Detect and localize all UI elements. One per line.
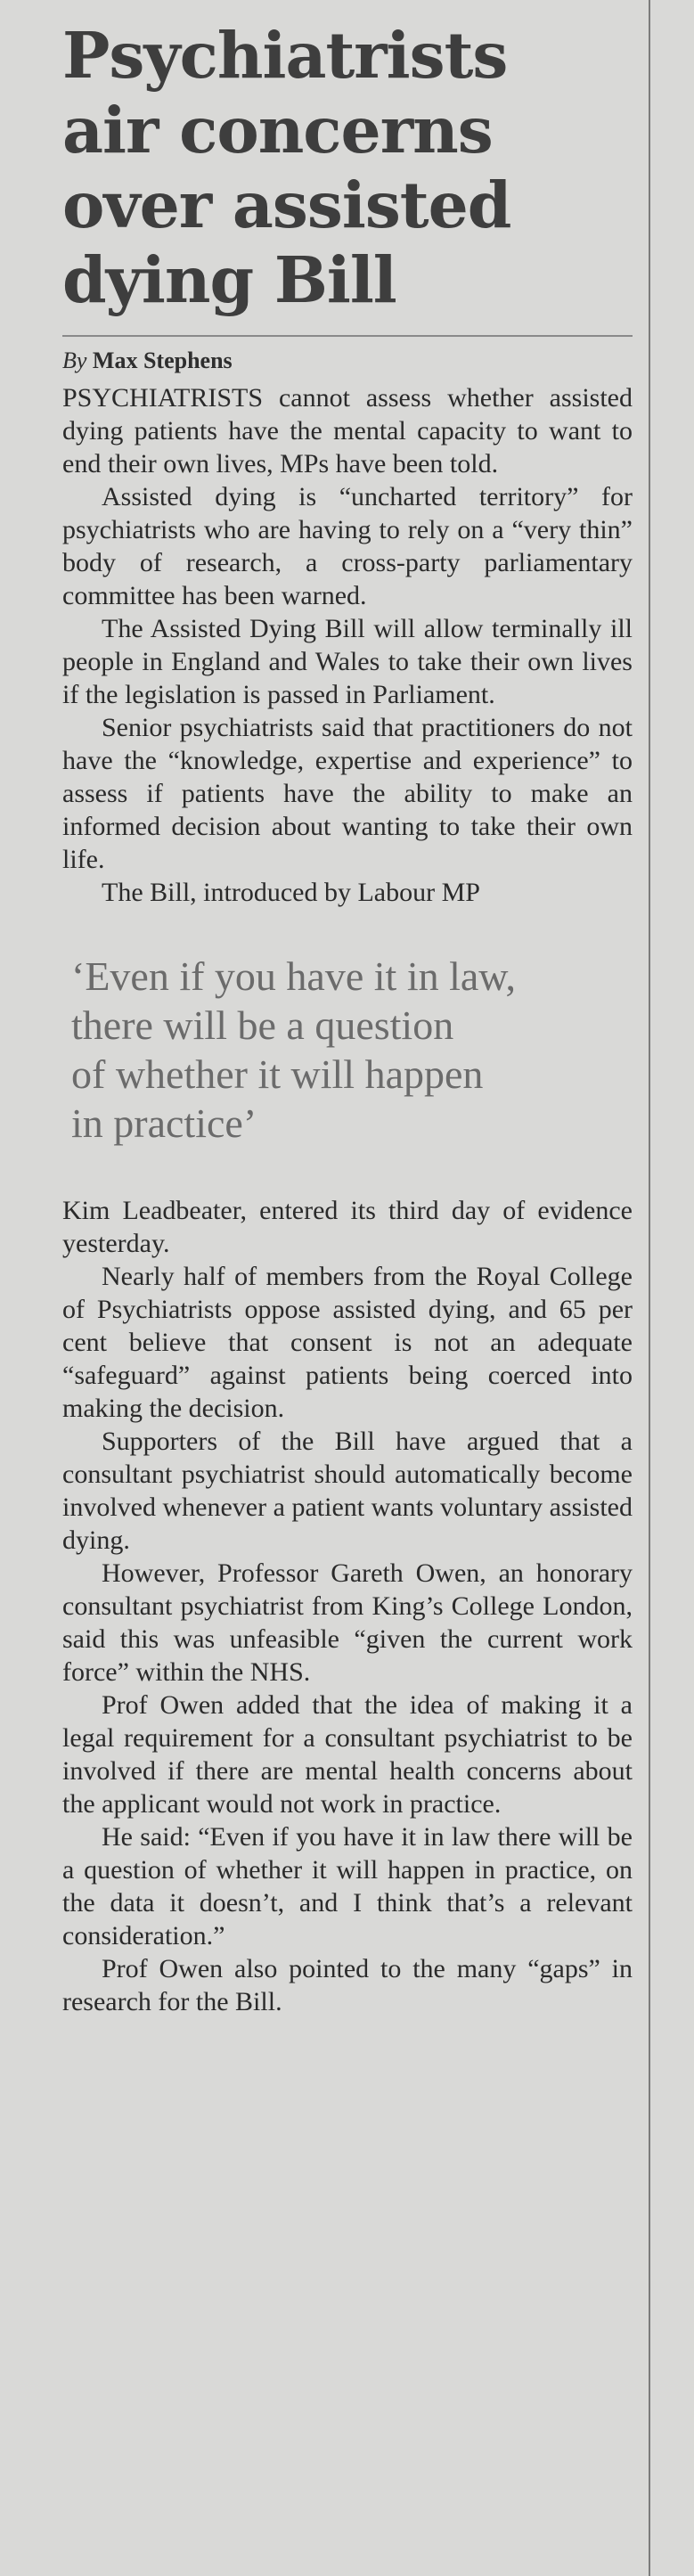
paragraph: However, Professor Gareth Owen, an honorary consultant psychiatrist from King’s College London, said this was unfeasible “given the current work force” within the NHS. <box>62 1558 633 1687</box>
column-rule <box>649 0 650 2576</box>
byline-prefix: By <box>62 348 87 373</box>
pull-quote-line: there will be a question <box>71 1002 454 1048</box>
paragraph: Nearly half of members from the Royal College of Psychiatrists oppose assisted dying, and 65 per cent believe that consent is not an adequate “safeguard” against patients being coerced into making the decision. <box>62 1262 633 1423</box>
paragraph: He said: “Even if you have it in law there will be a question of whether it will happen in practice, on the data it doesn’t, and I think that’s a relevant consideration.” <box>62 1822 633 1950</box>
paragraph: The Bill, introduced by Labour MP <box>102 878 480 907</box>
paragraph: Kim Leadbeater, entered its third day of evidence yesterday. <box>62 1196 633 1258</box>
paragraph: Prof Owen also pointed to the many “gaps” in research for the Bill. <box>62 1954 633 2016</box>
article <box>62 18 633 2018</box>
headline-line: dying Bill <box>62 242 396 317</box>
headline-line: air concerns <box>62 93 493 168</box>
pull-quote-line: in practice’ <box>71 1100 257 1146</box>
paragraph: Assisted dying is “uncharted territory” for psychiatrists who are having to rely on a “very thin” body of research, a cross-party parliamentary committee has been warned. <box>62 482 633 610</box>
byline <box>62 346 633 376</box>
pull-quote-line: ‘Even if you have it in law, <box>71 953 517 999</box>
paragraph: Senior psychiatrists said that practitioners do not have the “knowledge, expertise and experience” to assess if patients have the ability to make an informed decision about wanting to take their own life. <box>62 713 633 874</box>
article-body-top <box>62 381 633 909</box>
paragraph: PSYCHIATRISTS cannot assess whether assisted dying patients have the mental capacity to want to end their own lives, MPs have been told. <box>62 383 633 478</box>
headline <box>62 18 633 317</box>
paragraph: The Assisted Dying Bill will allow terminally ill people in England and Wales to take their own lives if the legislation is passed in Parliament. <box>62 614 633 709</box>
pull-quote-line: of whether it will happen <box>71 1051 484 1097</box>
headline-line: over assisted <box>62 168 511 242</box>
byline-divider <box>62 335 633 337</box>
paragraph: Prof Owen added that the idea of making it a legal requirement for a consultant psychiatrist to be involved if there are mental health concerns about the applicant would not work in practice. <box>62 1690 633 1819</box>
article-body-bottom <box>62 1194 633 2018</box>
headline-line: Psychiatrists <box>62 18 508 93</box>
pull-quote <box>71 952 633 1148</box>
byline-author: Max Stephens <box>92 348 233 373</box>
paragraph: Supporters of the Bill have argued that a consultant psychiatrist should automatically become involved whenever a patient wants voluntary assisted dying. <box>62 1427 633 1555</box>
